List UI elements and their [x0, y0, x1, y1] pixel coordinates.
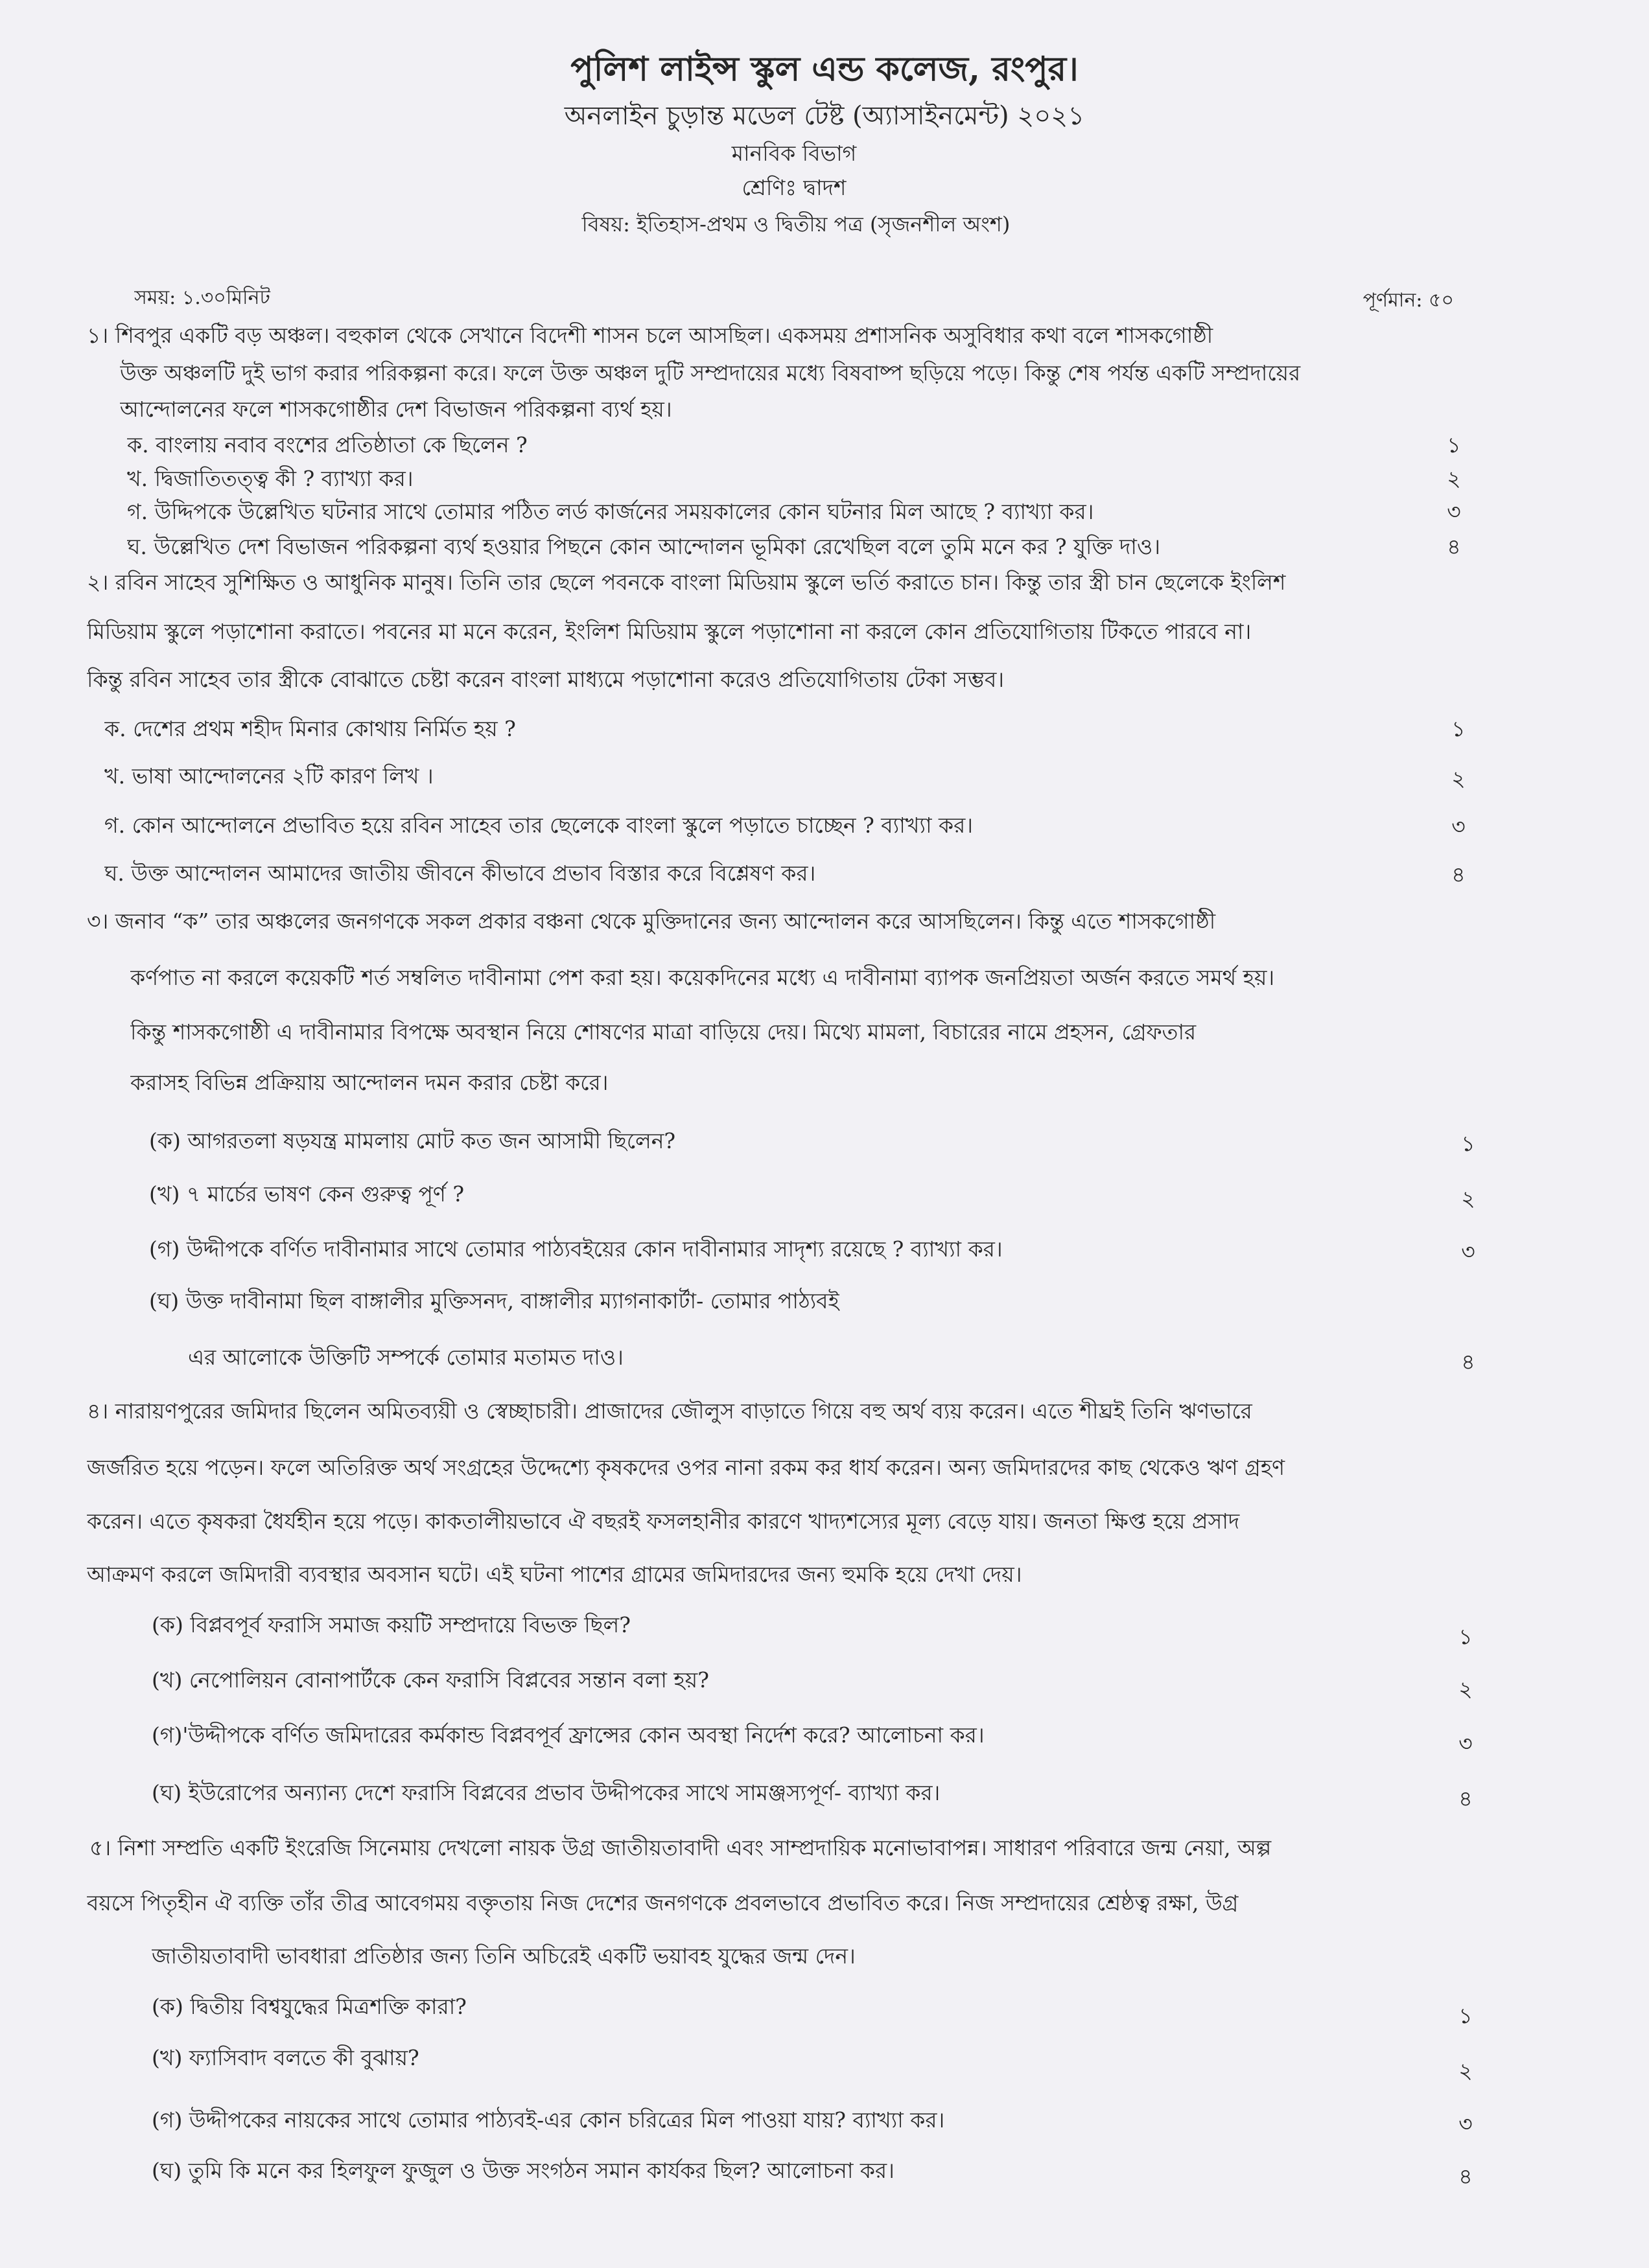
- marks-value: ৩: [1451, 814, 1466, 839]
- question-stem-line: করেন। এতে কৃষকরা ধৈর্যহীন হয়ে পড়ে। কাকতালীয়ভাবে ঐ বছরই ফসলহানীর কারণে খাদ্যশস্যের মূল্য বেড়ে যায়। জনতা ক্ষিপ্ত হয়ে প্রসাদ: [87, 1509, 1240, 1534]
- sub-question: ঘ. উল্লেখিত দেশ বিভাজন পরিকল্পনা ব্যর্থ হওয়ার পিছনে কোন আন্দোলন ভূমিকা রেখেছিল বলে তুমি মনে কর ? যুক্তি দাও।: [127, 534, 1161, 559]
- question-stem-line: করাসহ বিভিন্ন প্রক্রিয়ায় আন্দোলন দমন করার চেষ্টা করে।: [130, 1070, 609, 1095]
- sub-question: গ. উদ্দিপকে উল্লেখিত ঘটনার সাথে তোমার পঠিত লর্ড কার্জনের সময়কালের কোন ঘটনার মিল আছে ? ব্যাখ্যা কর।: [127, 499, 1094, 524]
- sub-question: (ক) দ্বিতীয় বিশ্বযুদ্ধের মিত্রশক্তি কারা?: [152, 1994, 467, 2019]
- sub-question: (খ) ফ্যাসিবাদ বলতে কী বুঝায়?: [152, 2045, 419, 2070]
- marks-value: ৪: [1458, 2164, 1473, 2189]
- marks-value: ৪: [1451, 862, 1466, 887]
- marks-value: ৪: [1458, 1786, 1473, 1811]
- marks-value: ১: [1461, 1131, 1475, 1156]
- sub-question: খ. দ্বিজাতিতত্ত্ব কী ? ব্যাখ্যা কর।: [127, 466, 414, 491]
- sub-question: (গ)'উদ্দীপকে বর্ণিত জমিদারের কর্মকান্ড বিপ্লবপূর্ব ফ্রান্সের কোন অবস্থা নির্দেশ করে? আলোচনা কর।: [152, 1722, 985, 1748]
- sub-question: ক. দেশের প্রথম শহীদ মিনার কোথায় নির্মিত হয় ?: [104, 716, 516, 741]
- group-label: মানবিক বিভাগ: [731, 141, 857, 166]
- marks-value: ১: [1451, 716, 1466, 741]
- sub-question: (খ) ৭ মার্চের ভাষণ কেন গুরুত্ব পূর্ণ ?: [149, 1181, 465, 1207]
- marks-value: ২: [1461, 1186, 1475, 1211]
- question-stem-line: ৩। জনাব “ক” তার অঞ্চলের জনগণকে সকল প্রকার বঞ্চনা থেকে মুক্তিদানের জন্য আন্দোলন করে আসছিলেন। কিন্তু এতে শাসকগোষ্ঠী: [87, 908, 1216, 934]
- sub-question: (ঘ) তুমি কি মনে কর হিলফুল ফুজুল ও উক্ত সংগঠন সমান কার্যকর ছিল? আলোচনা কর।: [152, 2158, 895, 2183]
- full-marks-label: পূর্ণমান: ৫০: [1362, 289, 1454, 312]
- marks-value: ১: [1458, 2003, 1473, 2028]
- class-label: শ্রেণিঃ দ্বাদশ: [742, 175, 847, 200]
- question-stem-line: জাতীয়তাবাদী ভাবধারা প্রতিষ্ঠার জন্য তিনি অচিরেই একটি ভয়াবহ যুদ্ধের জন্ম দেন।: [152, 1943, 856, 1969]
- question-stem-line: মিডিয়াম স্কুলে পড়াশোনা করাতে। পবনের মা মনে করেন, ইংলিশ মিডিয়াম স্কুলে পড়াশোনা না করলে কোন প্রতিযোগিতায় টিকতে পারবে না।: [87, 619, 1252, 644]
- sub-question: ঘ. উক্ত আন্দোলন আমাদের জাতীয় জীবনে কীভাবে প্রভাব বিস্তার করে বিশ্লেষণ কর।: [104, 861, 816, 886]
- sub-question: (ক) আগরতলা ষড়যন্ত্র মামলায় মোট কত জন আসামী ছিলেন?: [149, 1128, 676, 1153]
- marks-value: ৩: [1458, 2111, 1473, 2136]
- sub-question: (ঘ) উক্ত দাবীনামা ছিল বাঙ্গালীর মুক্তিসনদ, বাঙ্গালীর ম্যাগনাকার্টা- তোমার পাঠ্যবই: [149, 1288, 839, 1313]
- sub-question: ক. বাংলায় নবাব বংশের প্রতিষ্ঠাতা কে ছিলেন ?: [127, 432, 528, 457]
- marks-value: ২: [1458, 1676, 1473, 1702]
- sub-question: গ. কোন আন্দোলনে প্রভাবিত হয়ে রবিন সাহেব তার ছেলেকে বাংলা স্কুলে পড়াতে চাচ্ছেন ? ব্যাখ্যা কর।: [104, 813, 974, 838]
- question-stem-line: ৪। নারায়ণপুরের জমিদার ছিলেন অমিতব্যয়ী ও স্বেচ্ছাচারী। প্রাজাদের জৌলুস বাড়াতে গিয়ে বহু অর্থ ব্যয় করেন। এতে শীঘ্রই তিনি ঋণভারে: [87, 1398, 1252, 1424]
- question-stem-line: উক্ত অঞ্চলটি দুই ভাগ করার পরিকল্পনা করে। ফলে উক্ত অঞ্চল দুটি সম্প্রদায়ের মধ্যে বিষবাষ্প ছড়িয়ে পড়ে। কিন্তু শেষ পর্যন্ত একটি সম্প্রদায়ের: [120, 360, 1301, 386]
- sub-question: (খ) নেপোলিয়ন বোনাপার্টকে কেন ফরাসি বিপ্লবের সন্তান বলা হয়?: [152, 1667, 709, 1693]
- marks-value: ৩: [1458, 1731, 1473, 1756]
- sub-question: খ. ভাষা আন্দোলনের ২টি কারণ লিখ ।: [104, 763, 434, 789]
- sub-question: (গ) উদ্দীপকের নায়কের সাথে তোমার পাঠ্যবই-এর কোন চরিত্রের মিল পাওয়া যায়? ব্যাখ্যা কর।: [152, 2107, 945, 2133]
- question-stem-line: কিন্তু রবিন সাহেব তার স্ত্রীকে বোঝাতে চেষ্টা করেন বাংলা মাধ্যমে পড়াশোনা করেও প্রতিযোগিতায় টেকা সম্ভব।: [87, 667, 1005, 692]
- question-stem-line: কিন্তু শাসকগোষ্ঠী এ দাবীনামার বিপক্ষে অবস্থান নিয়ে শোষণের মাত্রা বাড়িয়ে দেয়। মিথ্যে মামলা, বিচারের নামে প্রহসন, গ্রেফতার: [130, 1019, 1197, 1045]
- marks-value: ৩: [1461, 1239, 1475, 1264]
- question-stem-line: ৫। নিশা সম্প্রতি একটি ইংরেজি সিনেমায় দেখলো নায়ক উগ্র জাতীয়তাবাদী এবং সাম্প্রদায়িক মনোভাবাপন্ন। সাধারণ পরিবারে জন্ম নেয়া, অল্প: [89, 1835, 1272, 1860]
- sub-question: (গ) উদ্দীপকে বর্ণিত দাবীনামার সাথে তোমার পাঠ্যবইয়ের কোন দাবীনামার সাদৃশ্য রয়েছে ? ব্যাখ্যা কর।: [149, 1236, 1003, 1262]
- school-name: পুলিশ লাইন্স স্কুল এন্ড কলেজ, রংপুর।: [570, 49, 1079, 89]
- exam-title: অনলাইন চুড়ান্ত মডেল টেষ্ট (অ্যাসাইনমেন্ট) ২০২১: [564, 101, 1085, 131]
- marks-value: ২: [1458, 2058, 1473, 2083]
- sub-question: (ঘ) ইউরোপের অন্যান্য দেশে ফরাসি বিপ্লবের প্রভাব উদ্দীপকের সাথে সামঞ্জস্যপূর্ণ- ব্যাখ্যা কর।: [152, 1780, 941, 1805]
- marks-value: ২: [1451, 766, 1466, 791]
- marks-value: ৪: [1461, 1349, 1475, 1374]
- marks-value: ১: [1458, 1624, 1473, 1649]
- marks-value: ৪: [1447, 534, 1461, 559]
- marks-value: ১: [1447, 432, 1461, 457]
- question-stem-line: কর্ণপাত না করলে কয়েকটি শর্ত সম্বলিত দাবীনামা পেশ করা হয়। কয়েকদিনের মধ্যে এ দাবীনামা ব্যাপক জনপ্রিয়তা অর্জন করতে সমর্থ হয়।: [130, 965, 1275, 990]
- question-stem-line: জর্জরিত হয়ে পড়েন। ফলে অতিরিক্ত অর্থ সংগ্রহের উদ্দেশ্যে কৃষকদের ওপর নানা রকম কর ধার্য করেন। অন্য জমিদারদের কাছ থেকেও ঋণ গ্রহণ: [87, 1455, 1285, 1480]
- question-stem-line: বয়সে পিতৃহীন ঐ ব্যক্তি তাঁর তীব্র আবেগময় বক্তৃতায় নিজ দেশের জনগণকে প্রবলভাবে প্রভাবিত করে। নিজ সম্প্রদায়ের শ্রেষ্ঠত্ব রক্ষা, উগ্র: [87, 1890, 1239, 1915]
- marks-value: ৩: [1447, 499, 1461, 524]
- question-stem-line: ১। শিবপুর একটি বড় অঞ্চল। বহুকাল থেকে সেখানে বিদেশী শাসন চলে আসছিল। একসময় প্রশাসনিক অসুবিধার কথা বলে শাসকগোষ্ঠী: [87, 323, 1213, 348]
- question-stem-line: আক্রমণ করলে জমিদারী ব্যবস্থার অবসান ঘটে। এই ঘটনা পাশের গ্রামের জমিদারদের জন্য হুমকি হয়ে দেখা দেয়।: [87, 1562, 1022, 1587]
- sub-question-continuation: এর আলোকে উক্তিটি সম্পর্কে তোমার মতামত দাও।: [188, 1345, 624, 1370]
- question-stem-line: ২। রবিন সাহেব সুশিক্ষিত ও আধুনিক মানুষ। তিনি তার ছেলে পবনকে বাংলা মিডিয়াম স্কুলে ভর্তি করাতে চান। কিন্তু তার স্ত্রী চান ছেলেকে ইংলিশ: [87, 570, 1286, 595]
- time-label: সময়: ১.৩০মিনিট: [134, 286, 270, 309]
- sub-question: (ক) বিপ্লবপূর্ব ফরাসি সমাজ কয়টি সম্প্রদায়ে বিভক্ত ছিল?: [152, 1612, 631, 1637]
- subject-label: বিষয়: ইতিহাস-প্রথম ও দ্বিতীয় পত্র (সৃজনশীল অংশ): [581, 212, 1011, 237]
- question-stem-line: আন্দোলনের ফলে শাসকগোষ্ঠীর দেশ বিভাজন পরিকল্পনা ব্যর্থ হয়।: [120, 397, 672, 422]
- marks-value: ২: [1447, 466, 1461, 491]
